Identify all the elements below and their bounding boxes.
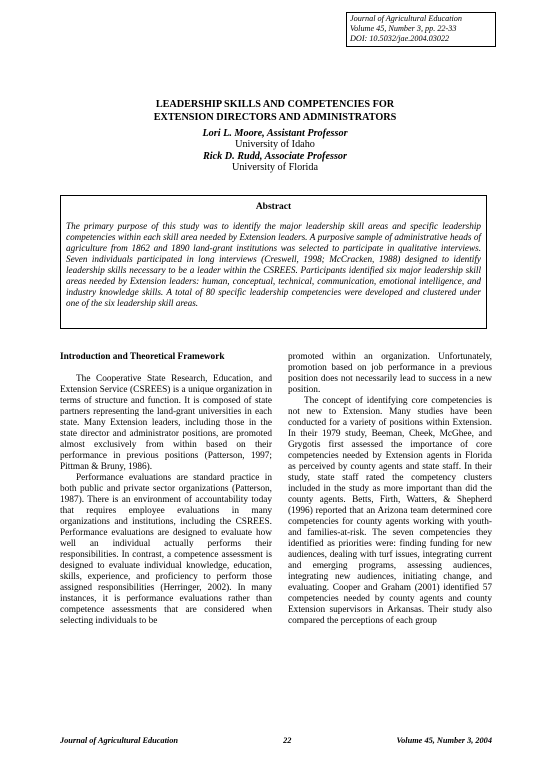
author-affiliation-1: University of Idaho — [235, 139, 315, 151]
citation-box — [346, 12, 496, 47]
footer-volume: Volume 45, Number 3, 2004 — [396, 736, 492, 745]
abstract-text: The primary purpose of this study was to identify the major leadership skill areas and specific leadership competencies within each skill area needed by Extension leaders. A purposive sample of administrative heads of agriculture from 1862 and 1890 land-grant institutions was selected to participate in qualitative interviews. Seven individuals participated in long interviews (Creswell, 1998; McCracken, 1988) designed to identify leadership skills necessary to be a leader within the CSREES. Participants identified six major leadership skill areas needed by Extension leaders: human, conceptual, technical, communication, emotional intelligence, and industry knowledge skills. A total of 80 specific leadership competencies were developed and clustered under one of the six leadership skill areas. — [66, 221, 481, 308]
citation-doi: DOI: 10.5032/jae.2004.03022 — [350, 34, 450, 44]
author-block — [0, 128, 550, 174]
author-name-2: Rick D. Rudd, Associate Professor — [203, 150, 347, 162]
citation-volume: Volume 45, Number 3, pp. 22-33 — [350, 24, 457, 34]
author-affiliation-2: University of Florida — [231, 162, 319, 174]
paragraph: The Cooperative State Research, Education, and Extension Service (CSREES) is a unique organization in terms of structure and function. It is composed of state partners representing the land-grant universities in each state. Many Extension leaders, including those in the state director and administrator positions, are promoted almost exclusively from within based on their performance in previous positions (Patterson, 1997; Pittman & Bruny, 1986). — [60, 374, 272, 473]
left-column — [60, 352, 272, 627]
abstract-box — [60, 195, 487, 329]
paragraph: promoted within an organization. Unfortunately, promotion based on job performance in a previous position does not necessarily lead to success in a new position. — [288, 352, 492, 396]
citation-journal: Journal of Agricultural Education — [350, 14, 462, 23]
paragraph: The concept of identifying core competencies is not new to Extension. Many studies have been conducted for a variety of positions within Extension. In their 1979 study, Beeman, Cheek, McGhee, and Grygotis first assessed the importance of core competencies needed by Extension agents in Florida as perceived by county agents and state staff. In their study, state staff rated the competency clusters included in the study as more important than did the county agents. Betts, Firth, Watters, & Shepherd (1996) reported that an Arizona team determined core competencies for county agents working with youth- and families-at-risk. The seven competencies they identified as priorities were: finding funding for new audiences, dealing with turf issues, integrating current and emerging programs, assessing audiences, integrating new audiences, initiating change, and evaluating. Cooper and Graham (2001) identified 57 competencies needed by county agents and county Extension supervisors in Arkansas. Their study also compared the perceptions of each group — [288, 396, 492, 627]
title-line-2: EXTENSION DIRECTORS AND ADMINISTRATORS — [153, 111, 397, 123]
page-footer — [60, 736, 492, 745]
abstract-heading: Abstract — [255, 202, 292, 212]
section-heading: Introduction and Theoretical Framework — [60, 352, 225, 362]
footer-page-number: 22 — [283, 736, 292, 745]
paper-title — [0, 99, 550, 124]
footer-journal: Journal of Agricultural Education — [60, 736, 178, 745]
right-column — [288, 352, 492, 627]
paragraph: Performance evaluations are standard practice in both public and private sector organizations (Patterson, 1987). There is an environment of accountability today that requires employee evaluations in many organizations and institutions, including the CSREES. Performance evaluations are designed to evaluate how well an individual actually performs their responsibilities. In contrast, a competence assessment is designed to evaluate individual knowledge, education, skills, experience, and proficiency to perform those assigned responsibilities (Herringer, 2002). In many instances, it is performance evaluations rather than competence assessments that are considered when selecting individuals to be — [60, 473, 272, 627]
author-name-1: Lori L. Moore, Assistant Professor — [202, 128, 348, 139]
title-line-1: LEADERSHIP SKILLS AND COMPETENCIES FOR — [155, 99, 395, 110]
